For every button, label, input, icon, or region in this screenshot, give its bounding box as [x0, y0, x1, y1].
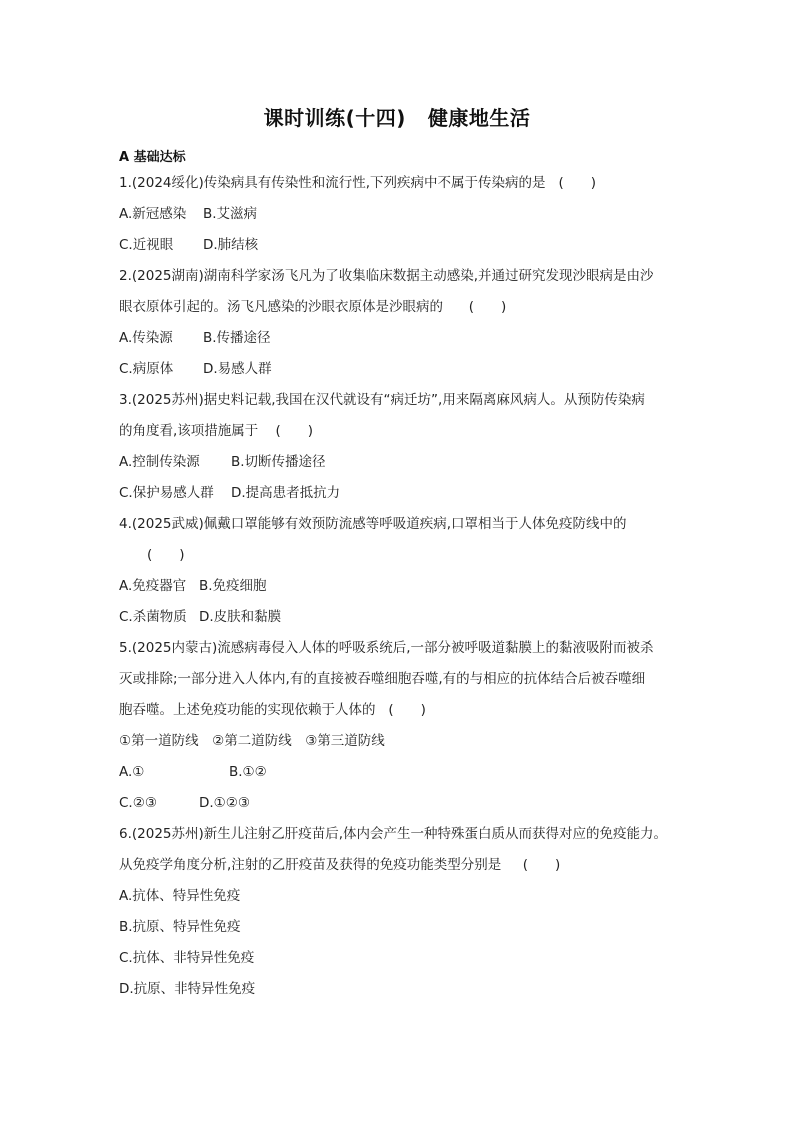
question-4-options-row-2: [119, 602, 689, 633]
option-d: D.①②③: [199, 795, 250, 811]
question-4-stem-line-2: [119, 540, 689, 571]
question-1-options-row-2: [119, 230, 689, 261]
option-a: A.免疫器官: [119, 578, 187, 594]
question-5-stem-line-2: 灭或排除;一部分进入人体内,有的直接被吞噬细胞吞噬,有的与相应的抗体结合后被吞噬细: [119, 671, 646, 687]
title-topic: 健康地生活: [427, 106, 531, 130]
question-1-options-row-1: [119, 199, 689, 230]
option-d: D.抗原、非特异性免疫: [119, 981, 256, 997]
answer-blank: ( ): [388, 702, 426, 718]
option-d: D.易感人群: [203, 361, 272, 377]
option-a: A.抗体、特异性免疫: [119, 888, 241, 904]
question-5-stem-line-1: 5.(2025内蒙古)流感病毒侵入人体的呼吸系统后,一部分被呼吸道黏膜上的黏液吸附而被杀: [119, 640, 654, 656]
question-2-stem-line-1: 2.(2025湖南)湖南科学家汤飞凡为了收集临床数据主动感染,并通过研究发现沙眼病是由沙: [119, 268, 654, 284]
option-a: A.新冠感染: [119, 206, 187, 222]
option-a: A.控制传染源: [119, 454, 200, 470]
question-2-options-row-2: [119, 354, 689, 385]
question-3-stem-line-1: 3.(2025苏州)据史料记载,我国在汉代就设有“病迁坊”,用来隔离麻风病人。从预防传染病: [119, 392, 645, 408]
option-d: D.皮肤和黏膜: [199, 609, 282, 625]
question-5-statements: ①第一道防线 ②第二道防线 ③第三道防线: [119, 733, 385, 749]
option-d: D.提高患者抵抗力: [231, 485, 341, 501]
question-6-stem-line-1: 6.(2025苏州)新生儿注射乙肝疫苗后,体内会产生一种特殊蛋白质从而获得对应的免疫能力。: [119, 826, 668, 842]
option-b: B.免疫细胞: [199, 578, 267, 594]
question-3-options-row-2: [119, 478, 689, 509]
option-b: B.艾滋病: [203, 206, 258, 222]
question-2-options-row-1: [119, 323, 689, 354]
option-d: D.肺结核: [203, 237, 259, 253]
option-a: A.①: [119, 764, 145, 780]
option-a: A.传染源: [119, 330, 173, 346]
option-b: B.传播途径: [203, 330, 271, 346]
question-3-stem-line-2: 的角度看,该项措施属于 ( ): [119, 416, 689, 447]
question-5-options-row-1: [119, 757, 689, 788]
question-4-options-row-1: [119, 571, 689, 602]
answer-blank: ( ): [147, 547, 185, 563]
option-c: C.抗体、非特异性免疫: [119, 950, 255, 966]
question-4-stem-line-1: 4.(2025武威)佩戴口罩能够有效预防流感等呼吸道疾病,口罩相当于人体免疫防线中的: [119, 516, 627, 532]
answer-blank: ( ): [275, 423, 314, 439]
answer-blank: ( ): [468, 299, 507, 315]
option-c: C.病原体: [119, 361, 174, 377]
page-title: [0, 102, 794, 131]
answer-blank: ( ): [522, 857, 561, 873]
question-6-stem-line-2: 从免疫学角度分析,注射的乙肝疫苗及获得的免疫功能类型分别是 ( ): [119, 850, 689, 881]
question-3-options-row-1: [119, 447, 689, 478]
option-b: B.抗原、特异性免疫: [119, 919, 241, 935]
question-1-stem: 1.(2024绥化)传染病具有传染性和流行性,下列疾病中不属于传染病的是 ( ): [119, 168, 689, 199]
section-heading: A 基础达标: [119, 150, 186, 165]
option-b: B.切断传播途径: [231, 454, 326, 470]
question-5-stem-line-3: 胞吞噬。上述免疫功能的实现依赖于人体的 ( ): [119, 695, 689, 726]
question-list: [119, 168, 689, 1005]
option-c: C.杀菌物质: [119, 609, 187, 625]
title-main: 课时训练(十四): [263, 106, 406, 130]
option-b: B.①②: [229, 764, 267, 780]
question-2-stem-line-2: 眼衣原体引起的。汤飞凡感染的沙眼衣原体是沙眼病的 ( ): [119, 292, 689, 323]
option-c: C.②③: [119, 795, 157, 811]
option-c: C.保护易感人群: [119, 485, 214, 501]
question-5-options-row-2: [119, 788, 689, 819]
answer-blank: ( ): [558, 175, 596, 191]
option-c: C.近视眼: [119, 237, 174, 253]
